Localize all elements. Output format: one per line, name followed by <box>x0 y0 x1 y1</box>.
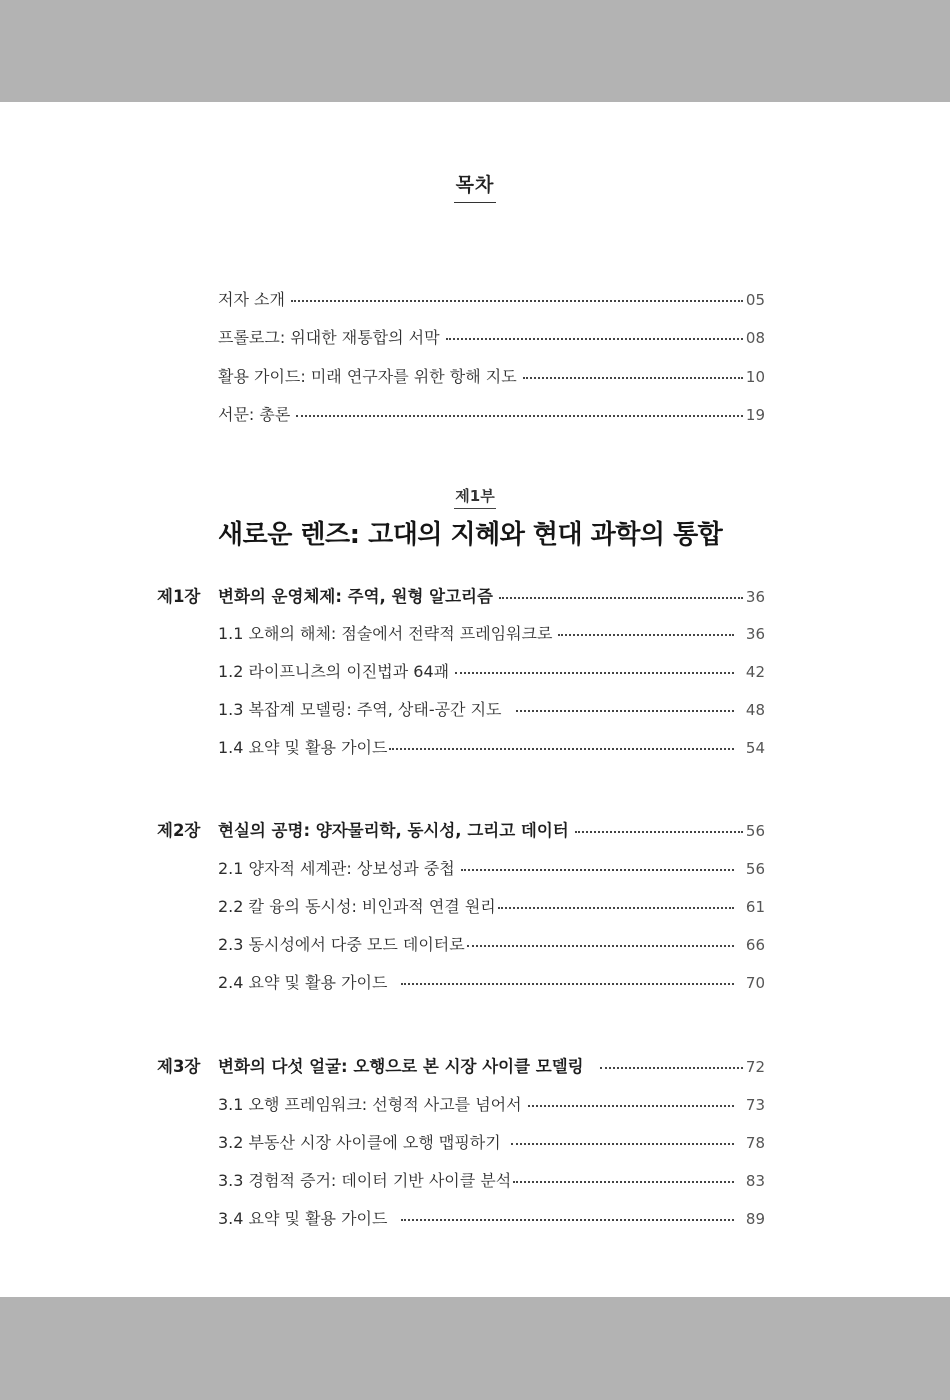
toc-entry-page: 72 <box>745 1058 765 1076</box>
part-label <box>0 485 950 509</box>
dot-leader <box>528 1105 734 1107</box>
dot-leader <box>511 1143 734 1145</box>
toc-entry-page: 42 <box>745 663 765 681</box>
part-title: 새로운 렌즈: 고대의 지혜와 현대 과학의 통합 <box>218 520 723 550</box>
section-title: 2.1 양자적 세계관: 상보성과 중첩 <box>218 859 455 878</box>
toc-entry-page: 73 <box>745 1096 765 1114</box>
toc-entry-chapter[interactable] <box>218 820 765 842</box>
toc-entry-section[interactable] <box>218 623 765 645</box>
toc-entry-page: 54 <box>745 739 765 757</box>
dot-leader <box>401 983 733 985</box>
toc-entry-section[interactable] <box>218 858 765 880</box>
toc-entry-section[interactable] <box>218 934 765 956</box>
dot-leader <box>558 634 733 636</box>
dot-leader <box>291 300 743 302</box>
toc-entry-label: 서문: 총론 <box>218 405 291 424</box>
toc-entry-label: 활용 가이드: 미래 연구자를 위한 항해 지도 <box>218 367 517 386</box>
dot-leader <box>446 338 743 340</box>
dot-leader <box>498 907 734 909</box>
toc-entry-page: 48 <box>745 701 765 719</box>
section-title: 3.4 요약 및 활용 가이드 <box>218 1209 388 1228</box>
toc-entry-page: 66 <box>745 936 765 954</box>
toc-entry-page: 78 <box>745 1134 765 1152</box>
toc-entry-front[interactable] <box>218 404 765 426</box>
toc-entry-section[interactable] <box>218 896 765 918</box>
section-title: 1.3 복잡계 모델링: 주역, 상태-공간 지도 <box>218 700 502 719</box>
toc-entry-page: 19 <box>745 406 765 424</box>
dot-leader <box>455 672 734 674</box>
chapter-number: 제2장 <box>157 821 201 840</box>
chapter-title: 변화의 운영체제: 주역, 원형 알고리즘 <box>218 587 493 606</box>
chapter-number: 제1장 <box>157 587 201 606</box>
toc-entry-section[interactable] <box>218 1208 765 1230</box>
dot-leader <box>513 1181 734 1183</box>
toc-entry-section[interactable] <box>218 1170 765 1192</box>
toc-entry-section[interactable] <box>218 1094 765 1116</box>
toc-entry-section[interactable] <box>218 737 765 759</box>
section-title: 3.2 부동산 시장 사이클에 오행 맵핑하기 <box>218 1133 501 1152</box>
toc-entry-section[interactable] <box>218 972 765 994</box>
section-title: 1.4 요약 및 활용 가이드 <box>218 738 388 757</box>
dot-leader <box>516 710 734 712</box>
toc-entry-section[interactable] <box>218 1132 765 1154</box>
dot-leader <box>467 945 734 947</box>
section-title: 2.4 요약 및 활용 가이드 <box>218 973 388 992</box>
chapter-title: 현실의 공명: 양자물리학, 동시성, 그리고 데이터 <box>218 821 569 840</box>
dot-leader <box>296 415 743 417</box>
chapter-title: 변화의 다섯 얼굴: 오행으로 본 시장 사이클 모델링 <box>218 1057 584 1076</box>
dot-leader <box>600 1067 743 1069</box>
toc-entry-page: 89 <box>745 1210 765 1228</box>
toc-entry-page: 56 <box>745 822 765 840</box>
toc-entry-page: 56 <box>745 860 765 878</box>
toc-entry-chapter[interactable] <box>218 586 765 608</box>
toc-entry-page: 10 <box>745 368 765 386</box>
dot-leader <box>401 1219 733 1221</box>
toc-entry-page: 05 <box>745 291 765 309</box>
toc-entry-label: 프롤로그: 위대한 재통합의 서막 <box>218 328 440 347</box>
toc-heading <box>0 170 950 203</box>
toc-entry-page: 36 <box>745 625 765 643</box>
toc-entry-section[interactable] <box>218 699 765 721</box>
toc-entry-page: 70 <box>745 974 765 992</box>
toc-entry-chapter[interactable] <box>218 1056 765 1078</box>
toc-entry-front[interactable] <box>218 289 765 311</box>
toc-entry-page: 08 <box>745 329 765 347</box>
section-title: 1.2 라이프니츠의 이진법과 64괘 <box>218 662 450 681</box>
toc-entry-front[interactable] <box>218 366 765 388</box>
toc-title: 목차 <box>454 170 497 203</box>
chapter-number: 제3장 <box>157 1057 201 1076</box>
toc-entry-page: 61 <box>745 898 765 916</box>
book-page <box>0 102 950 1297</box>
toc-entry-label: 저자 소개 <box>218 290 285 309</box>
section-title: 2.3 동시성에서 다중 모드 데이터로 <box>218 935 465 954</box>
toc-entry-front[interactable] <box>218 327 765 349</box>
part-number: 제1부 <box>454 485 495 509</box>
toc-entry-page: 83 <box>745 1172 765 1190</box>
toc-entry-section[interactable] <box>218 661 765 683</box>
section-title: 2.2 칼 융의 동시성: 비인과적 연결 원리 <box>218 897 496 916</box>
section-title: 3.1 오행 프레임워크: 선형적 사고를 넘어서 <box>218 1095 522 1114</box>
section-title: 1.1 오해의 해체: 점술에서 전략적 프레임워크로 <box>218 624 553 643</box>
dot-leader <box>499 597 743 599</box>
dot-leader <box>389 748 733 750</box>
dot-leader <box>461 869 734 871</box>
section-title: 3.3 경험적 증거: 데이터 기반 사이클 분석 <box>218 1171 512 1190</box>
dot-leader <box>523 377 743 379</box>
toc-entry-page: 36 <box>745 588 765 606</box>
dot-leader <box>575 831 743 833</box>
